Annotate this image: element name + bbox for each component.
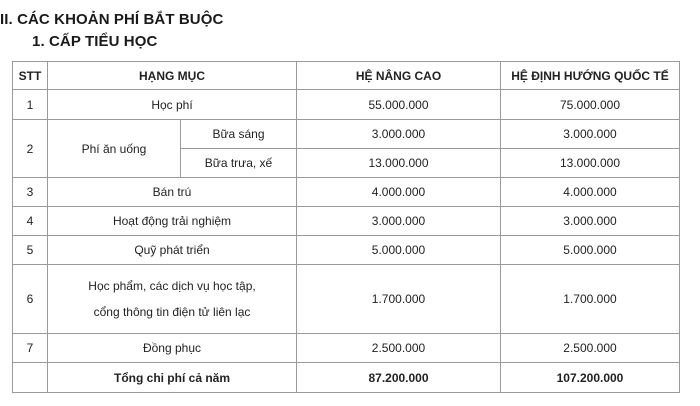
row-international-fee: 5.000.000: [501, 236, 680, 265]
row-stt: 1: [13, 90, 48, 120]
fee-table: [12, 61, 680, 393]
row-advanced-fee: 55.000.000: [297, 90, 501, 120]
total-advanced-fee: 87.200.000: [297, 363, 501, 393]
row-advanced-fee: 2.500.000: [297, 334, 501, 363]
total-international-fee: 107.200.000: [501, 363, 680, 393]
row-category: Phí ăn uống: [48, 120, 181, 178]
row-advanced-fee: 4.000.000: [297, 178, 501, 207]
row-stt: 4: [13, 207, 48, 236]
row-category-line: cổng thông tin điện tử liên lạc: [93, 305, 251, 319]
total-label: Tổng chi phí cả năm: [48, 363, 297, 393]
row-category: Hoạt động trải nghiệm: [48, 207, 297, 236]
row-international-fee: 13.000.000: [501, 149, 680, 178]
row-subcategory: Bữa trưa, xế: [181, 149, 297, 178]
row-stt: 7: [13, 334, 48, 363]
header-category: HẠNG MỤC: [48, 62, 297, 90]
row-stt: 5: [13, 236, 48, 265]
table-row: [13, 265, 680, 334]
header-international: HỆ ĐỊNH HƯỚNG QUỐC TẾ: [501, 62, 680, 90]
total-stt-empty: [13, 363, 48, 393]
row-advanced-fee: 13.000.000: [297, 149, 501, 178]
row-international-fee: 3.000.000: [501, 207, 680, 236]
section-title: II. CÁC KHOẢN PHÍ BẮT BUỘC: [0, 11, 224, 28]
table-header-row: [13, 62, 680, 90]
total-row: [13, 363, 680, 393]
row-category: Quỹ phát triển: [48, 236, 297, 265]
row-category-line: Học phẩm, các dịch vụ học tập,: [88, 279, 256, 293]
table-row: [13, 207, 680, 236]
row-category: Bán trú: [48, 178, 297, 207]
table-row: [13, 178, 680, 207]
row-category: Học phí: [48, 90, 297, 120]
row-advanced-fee: 3.000.000: [297, 207, 501, 236]
row-category: [48, 265, 297, 334]
table-row: [13, 120, 680, 149]
row-international-fee: 2.500.000: [501, 334, 680, 363]
row-stt: 2: [13, 120, 48, 178]
row-advanced-fee: 3.000.000: [297, 120, 501, 149]
header-advanced: HỆ NÂNG CAO: [297, 62, 501, 90]
table-row: [13, 236, 680, 265]
row-advanced-fee: 5.000.000: [297, 236, 501, 265]
row-stt: 3: [13, 178, 48, 207]
table-row: [13, 334, 680, 363]
row-stt: 6: [13, 265, 48, 334]
row-international-fee: 3.000.000: [501, 120, 680, 149]
row-international-fee: 1.700.000: [501, 265, 680, 334]
row-advanced-fee: 1.700.000: [297, 265, 501, 334]
row-subcategory: Bữa sáng: [181, 120, 297, 149]
table-row: [13, 90, 680, 120]
row-international-fee: 75.000.000: [501, 90, 680, 120]
header-stt: STT: [13, 62, 48, 90]
subsection-title: 1. CẤP TIỂU HỌC: [32, 33, 158, 50]
row-category: Đồng phục: [48, 334, 297, 363]
row-international-fee: 4.000.000: [501, 178, 680, 207]
